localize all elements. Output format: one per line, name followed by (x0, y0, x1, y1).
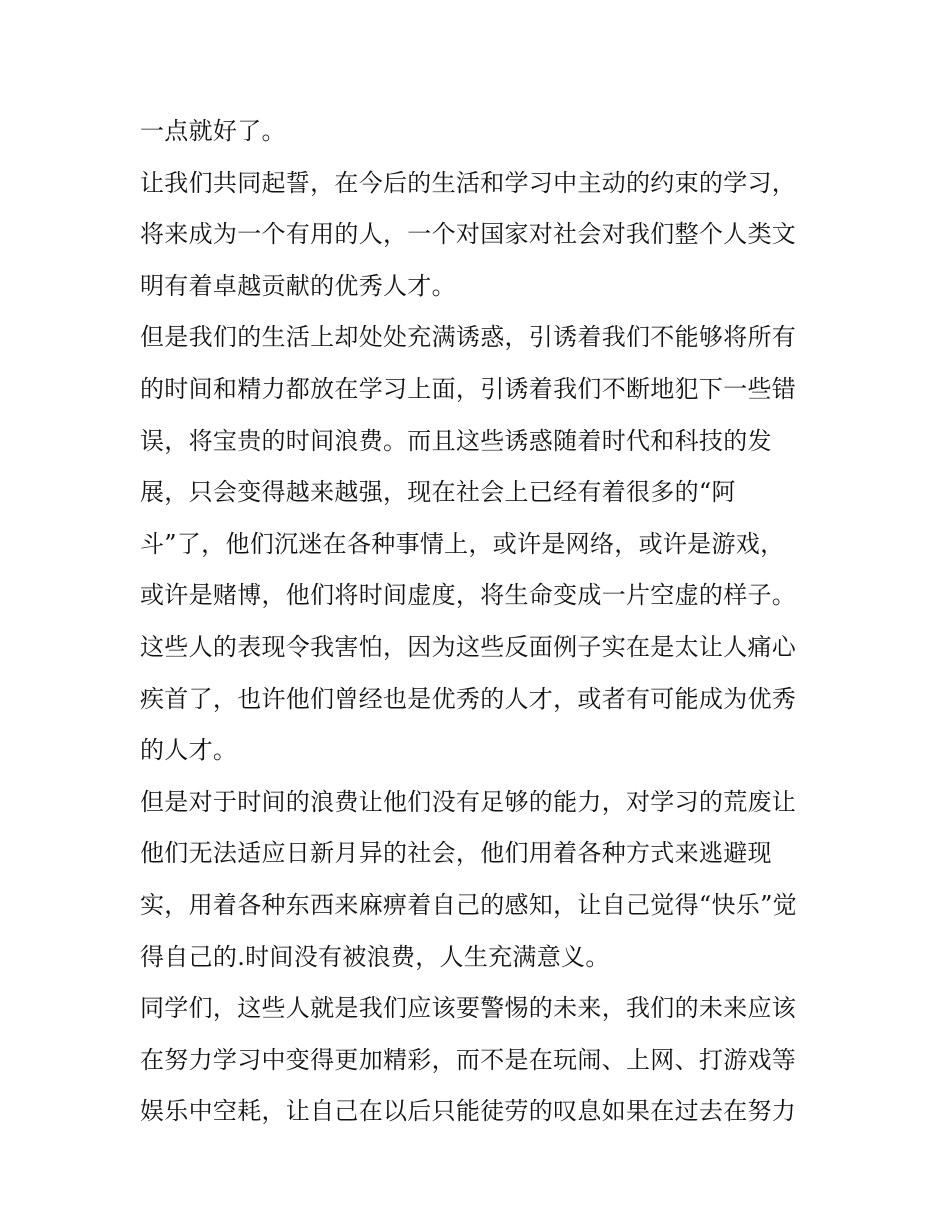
text-line: 明有着卓越贡献的优秀人才。 (140, 271, 456, 300)
text-line: 实，用着各种东西来麻痹着自己的感知，让自己觉得“快乐”觉 (140, 890, 797, 919)
text-line: 但是我们的生活上却处处充满诱惑，引诱着我们不能够将所有 (140, 323, 797, 352)
text-line: 同学们，这些人就是我们应该要警惕的未来，我们的未来应该 (140, 994, 797, 1023)
text-line: 但是对于时间的浪费让他们没有足够的能力，对学习的荒废让 (140, 787, 797, 816)
text-line: 的时间和精力都放在学习上面，引诱着我们不断地犯下一些错 (140, 374, 797, 403)
text-line: 或许是赌博，他们将时间虚度，将生命变成一片空虚的样子。 (140, 581, 797, 610)
document-body (140, 106, 820, 1138)
text-line: 他们无法适应日新月异的社会，他们用着各种方式来逃避现 (140, 839, 772, 868)
text-line: 斗”了，他们沉迷在各种事情上，或许是网络，或许是游戏， (140, 529, 785, 558)
text-line: 展，只会变得越来越强，现在社会上已经有着很多的“阿 (140, 478, 736, 507)
text-line: 疾首了，也许他们曾经也是优秀的人才，或者有可能成为优秀 (140, 684, 797, 713)
text-line: 一点就好了。 (140, 117, 286, 145)
text-line: 让我们共同起誓，在今后的生活和学习中主动的约束的学习， (140, 168, 797, 197)
text-line: 得自己的.时间没有被浪费，人生充满意义。 (140, 942, 610, 971)
text-line: 误，将宝贵的时间浪费。而且这些诱惑随着时代和科技的发 (140, 426, 772, 455)
text-line: 这些人的表现令我害怕，因为这些反面例子实在是太让人痛心 (140, 632, 797, 661)
text-line: 在努力学习中变得更加精彩，而不是在玩闹、上网、打游戏等 (140, 1045, 797, 1074)
text-line: 娱乐中空耗，让自己在以后只能徒劳的叹息如果在过去在努力 (140, 1097, 797, 1126)
text-line: 将来成为一个有用的人，一个对国家对社会对我们整个人类文 (140, 220, 797, 249)
text-line: 的人才。 (140, 736, 238, 765)
